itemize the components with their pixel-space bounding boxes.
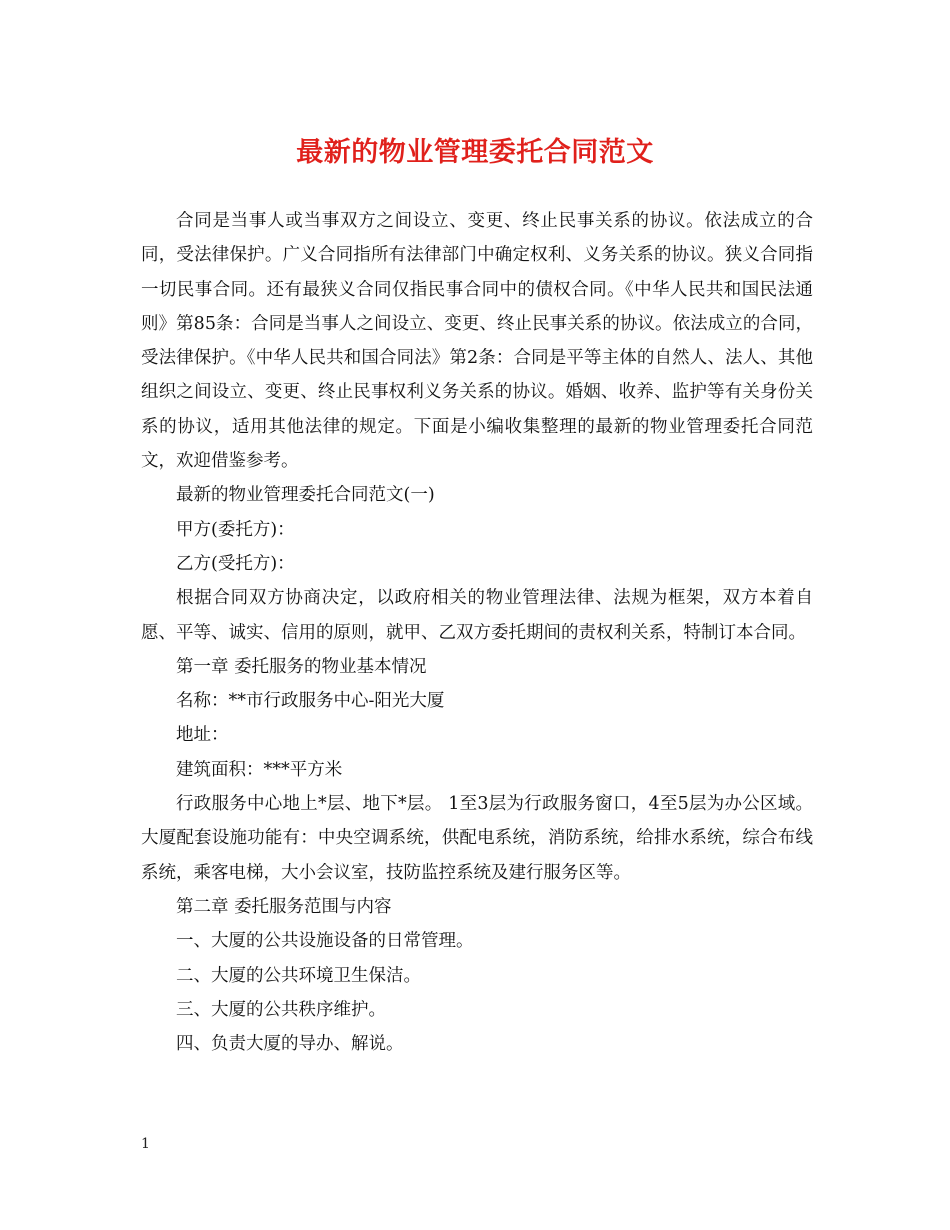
page-number: 1 (141, 1136, 150, 1152)
chapter-1-heading: 第一章 委托服务的物业基本情况 (176, 656, 427, 677)
scope-item-2: 二、大厦的公共环境卫生保洁。 (176, 965, 421, 986)
scope-item-3: 三、大厦的公共秩序维护。 (176, 999, 386, 1020)
intro-paragraph: 合同是当事人或当事双方之间设立、变更、终止民事关系的协议。依法成立的合同，受法律保护。广义合同指所有法律部门中确定权利、义务关系的协议。狭义合同指一切民事合同。还有最狭义合同仅指民事合同中的债权合同。《中华人民共和国民法通则》第85条：合同是当事人之间设立、变更、终止民事关系的协议。依法成立的合同，受法律保护。《中华人民共和国合同法》第2条：合同是平等主体的自然人、法人、其他组织之间设立、变更、终止民事权利义务关系的协议。婚姻、收养、监护等有关身份关系的协议，适用其他法律的规定。下面是小编收集整理的最新的物业管理委托合同范文，欢迎借鉴参考。 (141, 211, 813, 472)
property-name-line: 名称：**市行政服务中心-阳光大厦 (176, 691, 445, 712)
party-b-line: 乙方(受托方)： (176, 553, 295, 574)
document-body (141, 204, 813, 1061)
scope-item-1: 一、大厦的公共设施设备的日常管理。 (176, 931, 474, 952)
building-description-paragraph: 行政服务中心地上*层、地下*层。 1至3层为行政服务窗口，4至5层为办公区域。大厦配套设施功能有：中央空调系统，供配电系统，消防系统，给排水系统，综合布线系统，乘客电梯，大小会议室，技防监控系统及建行服务区等。 (141, 794, 813, 883)
property-address-line: 地址： (176, 725, 229, 746)
scope-item-4: 四、负责大厦的导办、解说。 (176, 1034, 404, 1055)
building-area-line: 建筑面积：***平方米 (176, 759, 343, 780)
contract-heading: 最新的物业管理委托合同范文(一) (176, 485, 435, 506)
chapter-2-heading: 第二章 委托服务范围与内容 (176, 896, 392, 917)
party-a-line: 甲方(委托方)： (176, 519, 295, 540)
preamble-paragraph: 根据合同双方协商决定，以政府相关的物业管理法律、法规为框架，双方本着自愿、平等、诚实、信用的原则，就甲、乙双方委托期间的责权利关系，特制订本合同。 (141, 588, 813, 643)
document-title: 最新的物业管理委托合同范文 (296, 137, 654, 168)
